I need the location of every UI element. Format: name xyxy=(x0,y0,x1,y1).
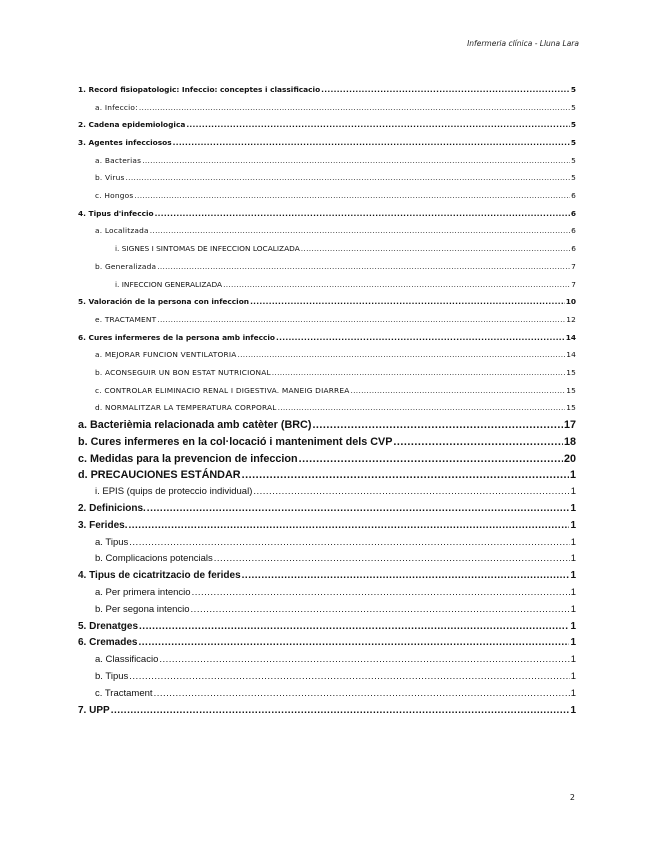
toc-entry[interactable] xyxy=(78,364,576,382)
toc-entry-title: b. Cures infermeres en la col·locació i manteniment dels CVP xyxy=(78,435,393,448)
toc-entry[interactable] xyxy=(78,703,576,720)
toc-entry[interactable] xyxy=(78,451,576,468)
toc-entry-title: a. Localitzada xyxy=(95,226,149,236)
toc-entry[interactable] xyxy=(78,399,576,417)
toc-leader xyxy=(157,311,565,329)
toc-leader xyxy=(312,417,563,434)
toc-entry-title: a. Per primera intencio xyxy=(95,587,191,599)
toc-entry-page: 1 xyxy=(570,671,576,683)
toc-entry-page: 1 xyxy=(570,536,576,548)
toc-entry-page: 1 xyxy=(570,486,576,498)
toc-entry[interactable] xyxy=(78,311,576,329)
toc-entry-title: 3. Ferides. xyxy=(78,519,128,531)
toc-leader xyxy=(393,434,563,451)
toc-entry-title: b. Complicacions potencials xyxy=(95,553,213,565)
toc-entry-title: a. Bacterièmia relacionada amb catèter (BRC) xyxy=(78,419,312,432)
toc-entry-title: 5. Drenatges xyxy=(78,620,139,632)
toc-leader xyxy=(157,258,570,276)
toc-entry-page: 6 xyxy=(571,244,576,254)
toc-entry[interactable] xyxy=(78,669,576,686)
toc-entry-page: 17 xyxy=(563,419,576,432)
toc-entry[interactable] xyxy=(78,585,576,602)
toc-entry-title: 2. Definicions. xyxy=(78,503,146,515)
toc-entry-title: c. CONTROLAR ELIMINACIO RENAL I DIGESTIVA. MANEIG DIARREA xyxy=(95,385,350,395)
toc-entry-title: a. Classificacio xyxy=(95,654,159,666)
toc-entry-title: c. Medidas para la prevencion de infeccion xyxy=(78,452,298,465)
toc-entry-page: 1 xyxy=(570,503,576,515)
toc-entry[interactable] xyxy=(78,329,576,347)
toc-leader xyxy=(134,187,570,205)
toc-entry[interactable] xyxy=(78,187,576,205)
toc-leader xyxy=(139,619,569,636)
toc-entry[interactable] xyxy=(78,602,576,619)
toc-leader xyxy=(250,293,565,311)
toc-leader xyxy=(155,205,570,223)
toc-entry-title: b. Generalizada xyxy=(95,261,157,271)
toc-entry-page: 1 xyxy=(569,469,576,482)
toc-entry-title: a. Bacterias xyxy=(95,155,142,165)
toc-entry-page: 7 xyxy=(571,279,576,289)
toc-entry-title: d. NORMALITZAR LA TEMPERATURA CORPORAL xyxy=(95,403,277,413)
toc-entry-page: 5 xyxy=(571,173,576,183)
toc-entry-page: 5 xyxy=(571,102,576,112)
toc-leader xyxy=(147,501,570,518)
toc-entry-page: 1 xyxy=(570,570,576,582)
toc-entry-title: i. INFECCION GENERALIZADA xyxy=(115,279,223,289)
toc-entry[interactable] xyxy=(78,276,576,294)
toc-entry-title: d. PRECAUCIONES ESTÁNDAR xyxy=(78,469,241,482)
toc-entry-page: 14 xyxy=(566,350,576,360)
toc-entry-title: 2. Cadena epidemiologica xyxy=(78,120,186,130)
toc-entry[interactable] xyxy=(78,99,576,117)
toc-entry[interactable] xyxy=(78,619,576,636)
toc-entry-page: 15 xyxy=(566,385,576,395)
page-number: 2 xyxy=(569,793,575,802)
toc-entry-page: 1 xyxy=(570,553,576,565)
table-of-contents xyxy=(78,81,576,719)
toc-entry-title: i. SIGNES I SINTOMAS DE INFECCION LOCALIZADA xyxy=(115,244,300,254)
toc-entry-page: 1 xyxy=(570,654,576,666)
toc-entry-title: 5. Valoración de la persona con infeccion xyxy=(78,297,250,307)
toc-entry-title: a. Infeccio: xyxy=(95,102,138,112)
page-header: Infermeria clínica - Lluna Lara xyxy=(467,39,579,48)
toc-entry-page: 15 xyxy=(566,367,576,377)
toc-leader xyxy=(238,346,566,364)
toc-entry[interactable] xyxy=(78,293,576,311)
toc-leader xyxy=(191,602,570,619)
toc-entry-title: c. Hongos xyxy=(95,191,134,201)
toc-leader xyxy=(223,276,570,294)
toc-leader xyxy=(192,585,570,602)
toc-leader xyxy=(301,240,571,258)
toc-entry[interactable] xyxy=(78,240,576,258)
toc-entry-page: 5 xyxy=(570,138,576,148)
toc-entry[interactable] xyxy=(78,551,576,568)
toc-leader xyxy=(128,518,569,535)
toc-entry[interactable] xyxy=(78,501,576,518)
toc-entry[interactable] xyxy=(78,116,576,134)
toc-entry-title: 1. Record fisiopatologic: Infeccio: conceptes i classificacio xyxy=(78,84,321,94)
toc-entry-page: 5 xyxy=(570,84,576,94)
toc-leader xyxy=(351,382,566,400)
toc-entry-page: 1 xyxy=(570,620,576,632)
toc-leader xyxy=(214,551,570,568)
toc-leader xyxy=(276,329,565,347)
toc-entry-page: 14 xyxy=(565,332,576,342)
toc-entry[interactable] xyxy=(78,205,576,223)
toc-entry[interactable] xyxy=(78,518,576,535)
toc-entry-title: 4. Tipus d'infeccio xyxy=(78,208,154,218)
toc-entry[interactable] xyxy=(78,223,576,241)
toc-entry-page: 1 xyxy=(570,587,576,599)
toc-entry-page: 1 xyxy=(570,704,576,716)
toc-entry-page: 10 xyxy=(565,297,576,307)
toc-leader xyxy=(142,152,570,170)
toc-leader xyxy=(253,484,569,501)
toc-entry-title: b. ACONSEGUIR UN BON ESTAT NUTRICIONAL xyxy=(95,367,271,377)
toc-entry[interactable] xyxy=(78,652,576,669)
toc-entry-title: b. Tipus xyxy=(95,671,129,683)
toc-leader xyxy=(150,223,570,241)
toc-entry[interactable] xyxy=(78,467,576,484)
toc-leader xyxy=(138,635,569,652)
toc-entry-title: e. TRACTAMENT xyxy=(95,314,157,324)
toc-entry-page: 6 xyxy=(571,191,576,201)
toc-entry-page: 5 xyxy=(570,120,576,130)
toc-entry-page: 15 xyxy=(566,403,576,413)
toc-leader xyxy=(139,99,570,117)
toc-leader xyxy=(129,535,569,552)
toc-entry-title: a. MEJORAR FUNCION VENTILATORIA xyxy=(95,350,237,360)
toc-entry[interactable] xyxy=(78,484,576,501)
toc-entry[interactable] xyxy=(78,169,576,187)
toc-entry-page: 6 xyxy=(570,208,576,218)
toc-entry-title: b. Per segona intencio xyxy=(95,603,190,615)
toc-entry-title: i. EPIS (quips de proteccio individual) xyxy=(95,486,253,498)
toc-leader xyxy=(242,467,569,484)
toc-entry-title: 7. UPP xyxy=(78,704,110,716)
toc-entry-page: 1 xyxy=(570,519,576,531)
toc-entry[interactable] xyxy=(78,134,576,152)
toc-entry[interactable] xyxy=(78,434,576,451)
toc-entry[interactable] xyxy=(78,81,576,99)
toc-entry-page: 1 xyxy=(570,637,576,649)
toc-entry-page: 7 xyxy=(571,261,576,271)
toc-entry[interactable] xyxy=(78,568,576,585)
toc-entry[interactable] xyxy=(78,258,576,276)
toc-entry[interactable] xyxy=(78,417,576,434)
toc-entry-title: b. Virus xyxy=(95,173,125,183)
toc-entry-page: 1 xyxy=(570,603,576,615)
toc-entry-page: 5 xyxy=(571,155,576,165)
toc-entry[interactable] xyxy=(78,635,576,652)
toc-leader xyxy=(159,652,569,669)
toc-leader xyxy=(321,81,570,99)
toc-leader xyxy=(278,399,566,417)
toc-entry-page: 20 xyxy=(563,452,576,465)
toc-entry-title: 6. Cremades xyxy=(78,637,138,649)
toc-entry[interactable] xyxy=(78,535,576,552)
toc-entry-title: c. Tractament xyxy=(95,687,153,699)
toc-leader xyxy=(186,116,570,134)
toc-entry[interactable] xyxy=(78,152,576,170)
toc-entry[interactable] xyxy=(78,346,576,364)
toc-leader xyxy=(129,669,569,686)
toc-leader xyxy=(272,364,565,382)
toc-entry-title: 3. Agentes infecciosos xyxy=(78,138,172,148)
toc-entry-title: a. Tipus xyxy=(95,536,129,548)
toc-leader xyxy=(154,686,570,703)
toc-leader xyxy=(242,568,570,585)
toc-entry-page: 6 xyxy=(571,226,576,236)
toc-leader xyxy=(126,169,571,187)
toc-entry[interactable] xyxy=(78,686,576,703)
toc-leader xyxy=(173,134,570,152)
toc-entry-page: 1 xyxy=(570,687,576,699)
toc-entry-title: 6. Cures infermeres de la persona amb infeccio xyxy=(78,332,276,342)
toc-leader xyxy=(299,451,563,468)
toc-entry-title: 4. Tipus de cicatritzacio de ferides xyxy=(78,570,241,582)
toc-entry-page: 18 xyxy=(563,435,576,448)
toc-entry[interactable] xyxy=(78,382,576,400)
toc-entry-page: 12 xyxy=(566,314,576,324)
toc-leader xyxy=(111,703,570,720)
